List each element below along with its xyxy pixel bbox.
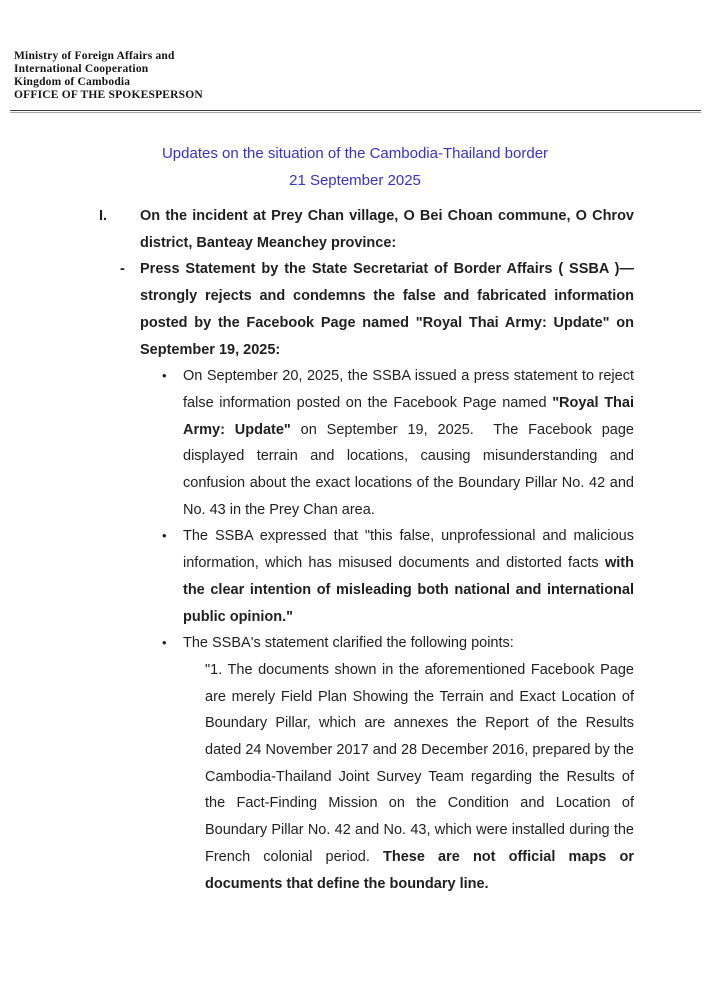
bullet-text: The SSBA expressed that "this false, unprofessional and malicious information, which has misused documents and distorted facts with the clear intention of misleading both national and international public opinion." bbox=[183, 528, 634, 625]
letterhead-line-cooperation: International Cooperation bbox=[14, 63, 149, 75]
document-body bbox=[0, 203, 710, 897]
bullet-marker: • bbox=[162, 528, 167, 544]
letterhead-line-ministry: Ministry of Foreign Affairs and bbox=[14, 50, 175, 62]
bullet-item bbox=[0, 363, 710, 523]
document-date: 21 September 2025 bbox=[289, 171, 421, 189]
dash-marker: - bbox=[120, 261, 125, 278]
bullet-marker: • bbox=[162, 635, 167, 651]
quote-paragraph: "1. The documents shown in the aforementioned Facebook Page are merely Field Plan Showing the Terrain and Exact Location of Boundary Pillar, which are annexes the Report of the Results dated 24 November 2017 and 28 December 2016, prepared by the Cambodia-Thailand Joint Survey Team regarding the Results of the Fact-Finding Mission on the Condition and Location of Boundary Pillar No. 42 and No. 43, which were installed during the French colonial period. These are not official maps or documents that define the boundary line. bbox=[205, 661, 634, 892]
document-title: Updates on the situation of the Cambodia-Thailand border bbox=[161, 145, 549, 162]
roman-numeral-marker: I. bbox=[99, 208, 108, 224]
section-roman-item bbox=[0, 203, 710, 256]
header-divider bbox=[10, 110, 701, 111]
letterhead bbox=[14, 50, 203, 102]
bullet-item bbox=[0, 630, 710, 657]
letterhead-line-office: OFFICE OF THE SPOKESPERSON bbox=[14, 89, 203, 101]
title-block bbox=[0, 141, 710, 194]
bullet-item bbox=[0, 523, 710, 630]
letterhead-line-kingdom: Kingdom of Cambodia bbox=[14, 76, 131, 88]
bullet-text: The SSBA's statement clarified the following points: bbox=[183, 635, 514, 652]
statement-text: Press Statement by the State Secretariat of Border Affairs ( SSBA )— strongly rejects and condemns the false and fabricated information posted by the Facebook Page named "Royal Thai Army: Update" on September 19, 2025: bbox=[140, 261, 634, 358]
section-heading-text: On the incident at Prey Chan village, O Bei Choan commune, O Chrov district, Banteay Meanchey province: bbox=[140, 208, 634, 251]
bullet-text: On September 20, 2025, the SSBA issued a press statement to reject false information posted on the Facebook Page named "Royal Thai Army: Update" on September 19, 2025. The Facebook page displayed terrain and locations, causing misunderstanding and confusion about the exact locations of the Boundary Pillar No. 42 and No. 43 in the Prey Chan area. bbox=[183, 368, 634, 518]
bullet-marker: • bbox=[162, 368, 167, 384]
statement-item bbox=[0, 256, 710, 363]
